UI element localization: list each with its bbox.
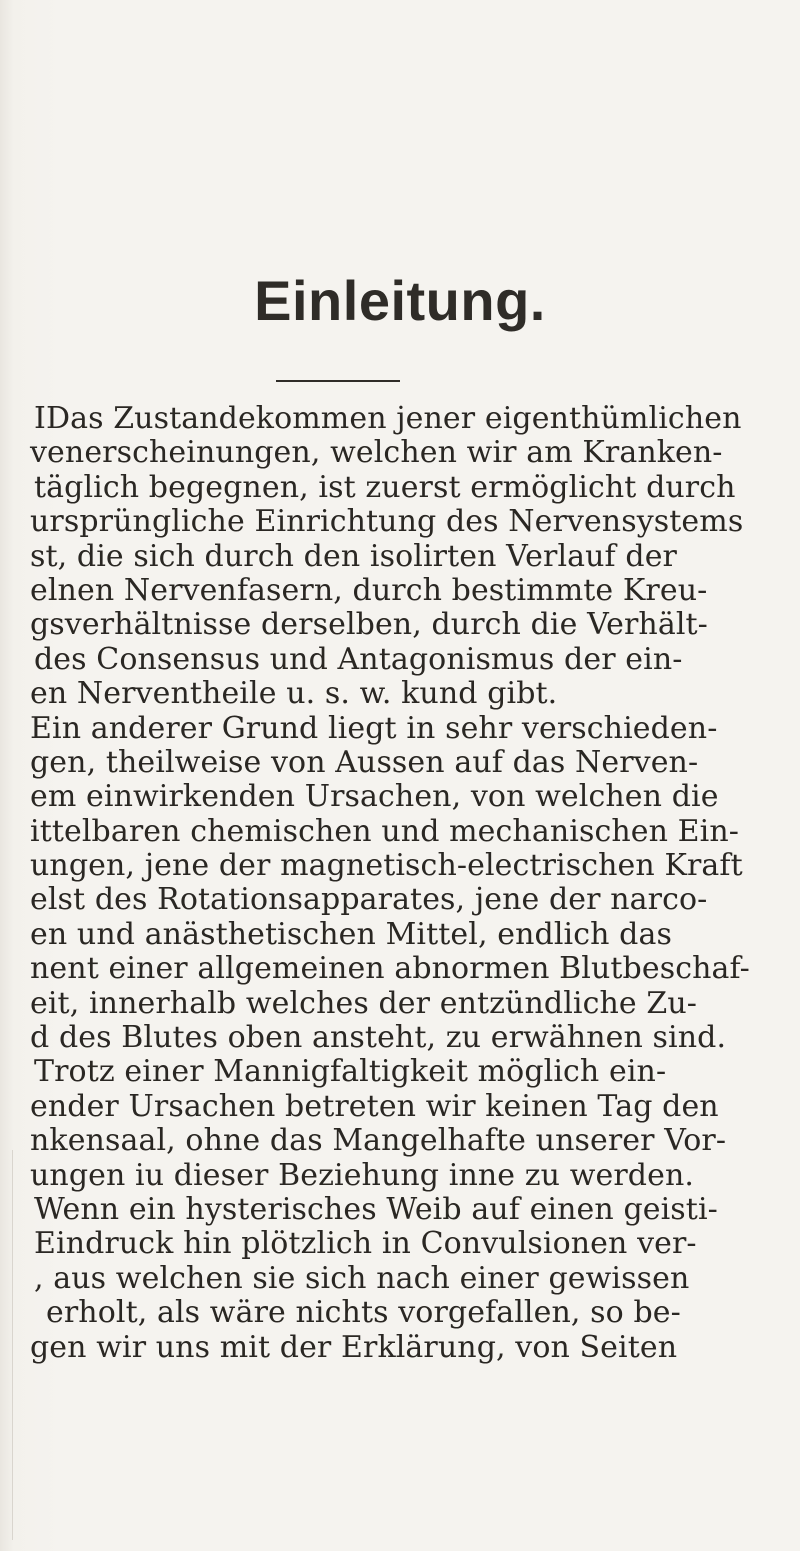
- text-line: elst des Rotationsapparates, jene der narco-: [30, 882, 708, 918]
- text-line: erholt, als wäre nichts vorgefallen, so be-: [46, 1295, 681, 1331]
- text-line: elnen Nervenfasern, durch bestimmte Kreu-: [30, 572, 708, 608]
- text-line: st, die sich durch den isolirten Verlauf der: [30, 538, 677, 574]
- text-line: IDas Zustandekommen jener eigenthümlichen: [34, 401, 742, 436]
- text-line: des Consensus und Antagonismus der ein-: [34, 641, 683, 677]
- text-line: em einwirkenden Ursachen, von welchen die: [30, 779, 719, 815]
- body-text: [0, 402, 800, 1365]
- text-line: Eindruck hin plötzlich in Convulsionen ver-: [34, 1226, 697, 1262]
- text-line: venerscheinungen, welchen wir am Kranken-: [30, 435, 723, 471]
- text-line: ungen iu dieser Beziehung inne zu werden.: [30, 1157, 695, 1193]
- text-line: täglich begegnen, ist zuerst ermöglicht durch: [34, 469, 736, 505]
- text-line: ender Ursachen betreten wir keinen Tag den: [30, 1088, 719, 1124]
- text-line: gsverhältnisse derselben, durch die Verhält-: [30, 607, 708, 643]
- heading-rule: [276, 380, 400, 382]
- text-line: gen, theilweise von Aussen auf das Nerven-: [30, 744, 699, 780]
- text-line: Trotz einer Mannigfaltigkeit möglich ein-: [34, 1054, 667, 1090]
- text-line: ungen, jene der magnetisch-electrischen Kraft: [30, 848, 743, 884]
- text-line: en und anästhetischen Mittel, endlich das: [30, 916, 672, 952]
- chapter-heading: Einleitung.: [254, 269, 546, 332]
- text-line: Wenn ein hysterisches Weib auf einen geisti-: [34, 1191, 718, 1227]
- text-line: eit, innerhalb welches der entzündliche Zu-: [30, 985, 698, 1021]
- text-line: nkensaal, ohne das Mangelhafte unserer Vor-: [30, 1123, 727, 1159]
- text-line: ursprüngliche Einrichtung des Nervensystems: [30, 504, 744, 540]
- text-line: d des Blutes oben ansteht, zu erwähnen sind.: [30, 1020, 727, 1056]
- text-line: en Nerventheile u. s. w. kund gibt.: [30, 676, 558, 712]
- text-line: nent einer allgemeinen abnormen Blutbeschaf-: [30, 951, 750, 987]
- text-line: Ein anderer Grund liegt in sehr verschieden-: [30, 710, 718, 746]
- text-line: gen wir uns mit der Erklärung, von Seiten: [30, 1329, 678, 1365]
- text-line: , aus welchen sie sich nach einer gewissen: [34, 1260, 690, 1296]
- text-line: ittelbaren chemischen und mechanischen Ein-: [30, 813, 740, 849]
